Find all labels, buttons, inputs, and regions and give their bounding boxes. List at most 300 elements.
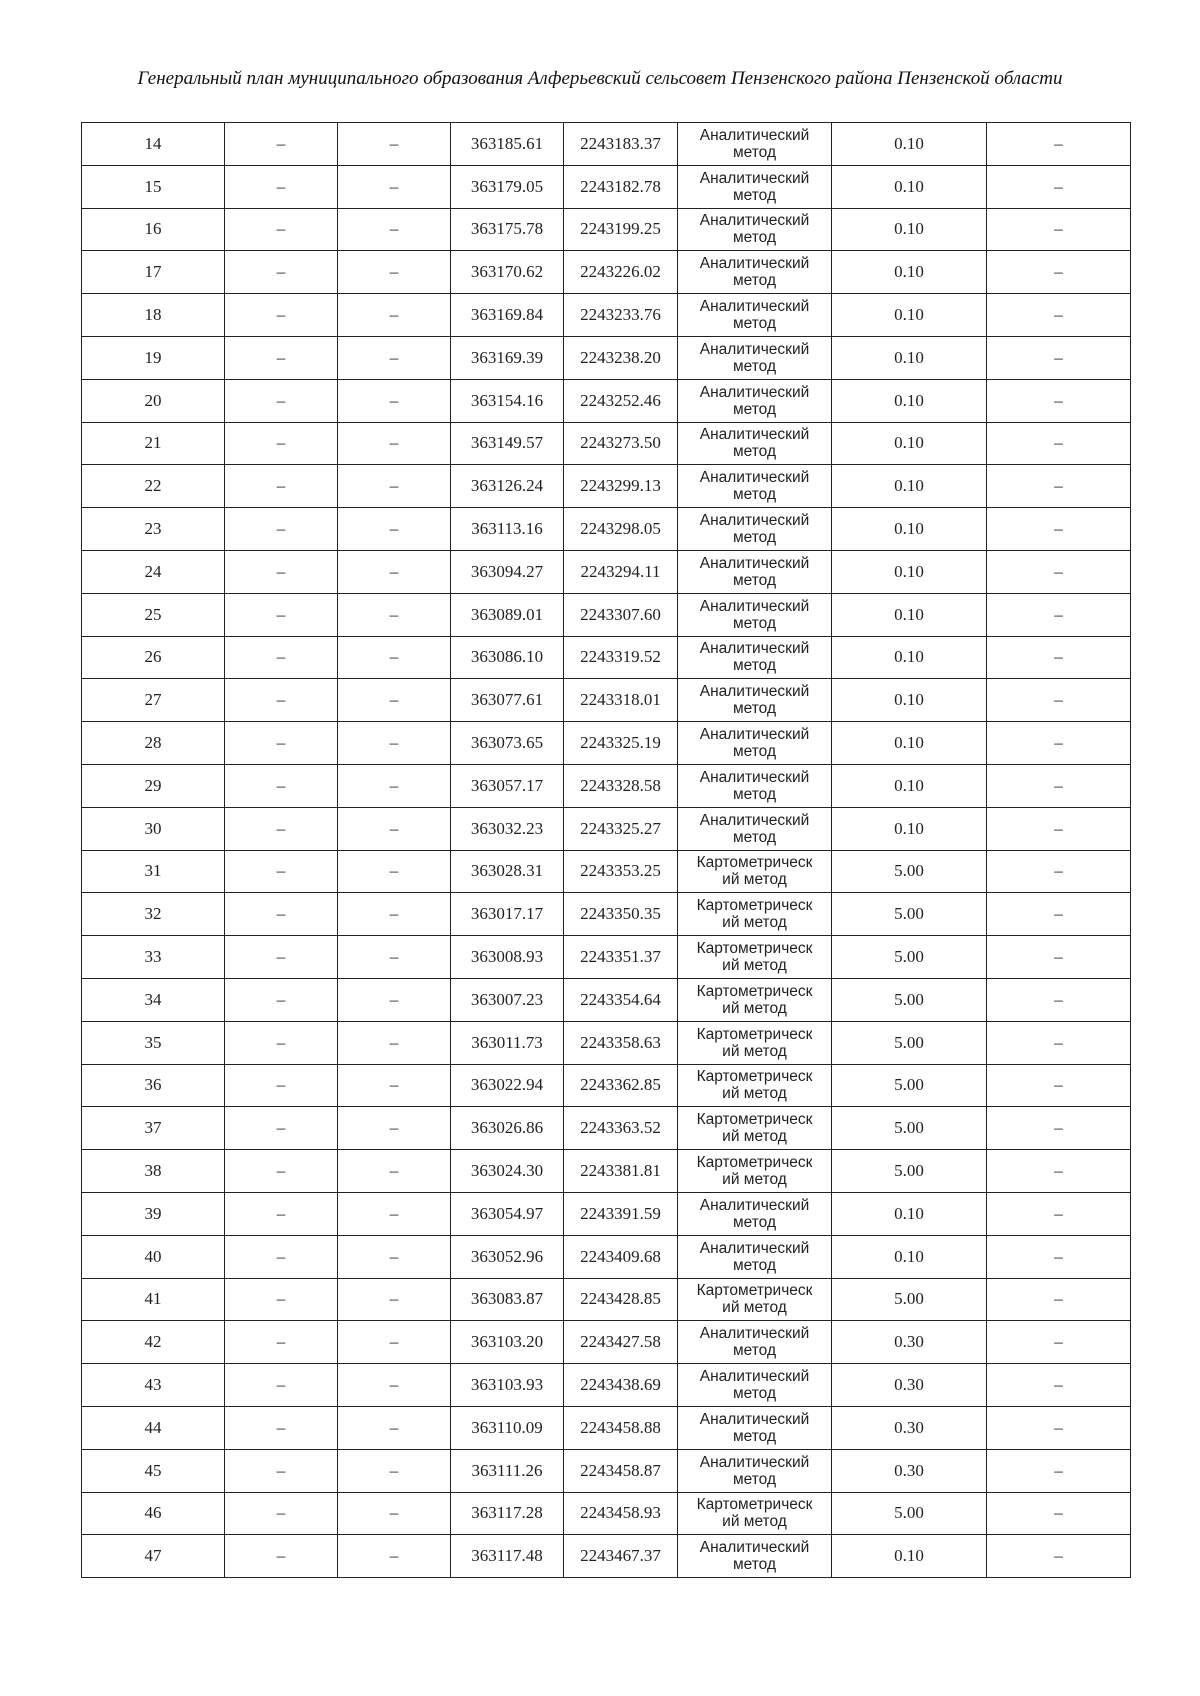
empty-value-cell: – <box>225 465 338 508</box>
table-row <box>82 1021 1131 1064</box>
method-line-2: метод <box>732 486 776 504</box>
empty-value-cell: – <box>987 165 1131 208</box>
coordinate-y-cell: 2243362.85 <box>564 1064 678 1107</box>
empty-value-cell: – <box>338 336 451 379</box>
table-row <box>82 1492 1131 1535</box>
point-number-cell: 30 <box>82 807 225 850</box>
method-cell <box>678 379 832 422</box>
accuracy-cell: 5.00 <box>832 1150 987 1193</box>
method-cell <box>678 679 832 722</box>
empty-value-cell: – <box>987 1107 1131 1150</box>
accuracy-cell: 5.00 <box>832 1492 987 1535</box>
method-line-2: метод <box>732 1342 776 1360</box>
method-cell <box>678 1449 832 1492</box>
empty-value-cell: – <box>338 679 451 722</box>
empty-value-cell: – <box>987 1021 1131 1064</box>
method-cell <box>678 807 832 850</box>
empty-value-cell: – <box>987 978 1131 1021</box>
accuracy-cell: 5.00 <box>832 1107 987 1150</box>
empty-value-cell: – <box>338 807 451 850</box>
table-row <box>82 807 1131 850</box>
coordinate-x-cell: 363026.86 <box>451 1107 564 1150</box>
table-row <box>82 978 1131 1021</box>
empty-value-cell: – <box>338 1449 451 1492</box>
method-line-1: Аналитический <box>699 383 810 401</box>
coordinate-x-cell: 363052.96 <box>451 1235 564 1278</box>
coordinate-x-cell: 363170.62 <box>451 251 564 294</box>
empty-value-cell: – <box>225 251 338 294</box>
coordinate-y-cell: 2243353.25 <box>564 850 678 893</box>
method-line-1: Картометрическ <box>696 1111 813 1129</box>
table-row <box>82 636 1131 679</box>
method-line-1: Картометрическ <box>696 1282 813 1300</box>
coordinate-y-cell: 2243427.58 <box>564 1321 678 1364</box>
empty-value-cell: – <box>338 1278 451 1321</box>
empty-value-cell: – <box>338 764 451 807</box>
table-row <box>82 1406 1131 1449</box>
coordinate-y-cell: 2243351.37 <box>564 936 678 979</box>
method-cell <box>678 1064 832 1107</box>
empty-value-cell: – <box>225 1406 338 1449</box>
point-number-cell: 46 <box>82 1492 225 1535</box>
empty-value-cell: – <box>987 936 1131 979</box>
method-line-1: Картометрическ <box>696 1068 813 1086</box>
method-line-1: Аналитический <box>699 1325 810 1343</box>
coordinate-y-cell: 2243358.63 <box>564 1021 678 1064</box>
point-number-cell: 35 <box>82 1021 225 1064</box>
point-number-cell: 44 <box>82 1406 225 1449</box>
method-line-1: Аналитический <box>699 212 810 230</box>
empty-value-cell: – <box>987 465 1131 508</box>
empty-value-cell: – <box>338 550 451 593</box>
coordinate-y-cell: 2243381.81 <box>564 1150 678 1193</box>
point-number-cell: 34 <box>82 978 225 1021</box>
empty-value-cell: – <box>225 123 338 166</box>
empty-value-cell: – <box>987 807 1131 850</box>
page-header: Генеральный план муниципального образования Алферьевский сельсовет Пензенского района Пензенской области <box>137 68 1063 89</box>
point-number-cell: 18 <box>82 294 225 337</box>
coordinate-x-cell: 363103.93 <box>451 1364 564 1407</box>
empty-value-cell: – <box>987 251 1131 294</box>
table-row <box>82 593 1131 636</box>
table-row <box>82 1364 1131 1407</box>
empty-value-cell: – <box>338 978 451 1021</box>
method-line-2: метод <box>732 1213 776 1231</box>
method-line-1: Аналитический <box>699 512 810 530</box>
method-line-2: ий метод <box>722 871 787 889</box>
coordinate-x-cell: 363113.16 <box>451 508 564 551</box>
empty-value-cell: – <box>338 251 451 294</box>
coordinate-x-cell: 363086.10 <box>451 636 564 679</box>
empty-value-cell: – <box>225 978 338 1021</box>
empty-value-cell: – <box>987 1192 1131 1235</box>
empty-value-cell: – <box>338 1192 451 1235</box>
empty-value-cell: – <box>225 508 338 551</box>
method-cell <box>678 422 832 465</box>
coordinate-y-cell: 2243182.78 <box>564 165 678 208</box>
empty-value-cell: – <box>987 1364 1131 1407</box>
coordinate-y-cell: 2243273.50 <box>564 422 678 465</box>
method-line-2: ий метод <box>722 1085 787 1103</box>
method-cell <box>678 1492 832 1535</box>
empty-value-cell: – <box>987 1449 1131 1492</box>
point-number-cell: 26 <box>82 636 225 679</box>
point-number-cell: 19 <box>82 336 225 379</box>
empty-value-cell: – <box>338 1235 451 1278</box>
method-cell <box>678 550 832 593</box>
table-row <box>82 1064 1131 1107</box>
method-line-1: Аналитический <box>699 1539 810 1557</box>
method-cell <box>678 508 832 551</box>
method-line-1: Картометрическ <box>696 1154 813 1172</box>
accuracy-cell: 0.10 <box>832 465 987 508</box>
accuracy-cell: 0.30 <box>832 1364 987 1407</box>
empty-value-cell: – <box>987 1064 1131 1107</box>
method-line-2: метод <box>732 357 776 375</box>
coordinate-y-cell: 2243226.02 <box>564 251 678 294</box>
method-line-2: метод <box>732 828 776 846</box>
empty-value-cell: – <box>338 636 451 679</box>
accuracy-cell: 0.10 <box>832 636 987 679</box>
coordinate-x-cell: 363008.93 <box>451 936 564 979</box>
empty-value-cell: – <box>987 636 1131 679</box>
coordinate-x-cell: 363089.01 <box>451 593 564 636</box>
method-cell <box>678 1406 832 1449</box>
point-number-cell: 16 <box>82 208 225 251</box>
method-cell <box>678 465 832 508</box>
coordinate-x-cell: 363185.61 <box>451 123 564 166</box>
method-line-1: Аналитический <box>699 768 810 786</box>
coordinate-y-cell: 2243409.68 <box>564 1235 678 1278</box>
coordinate-y-cell: 2243298.05 <box>564 508 678 551</box>
method-line-1: Аналитический <box>699 726 810 744</box>
coordinate-y-cell: 2243238.20 <box>564 336 678 379</box>
empty-value-cell: – <box>225 1064 338 1107</box>
empty-value-cell: – <box>987 379 1131 422</box>
accuracy-cell: 0.10 <box>832 508 987 551</box>
empty-value-cell: – <box>225 593 338 636</box>
empty-value-cell: – <box>987 1235 1131 1278</box>
accuracy-cell: 0.10 <box>832 1535 987 1578</box>
empty-value-cell: – <box>225 165 338 208</box>
coordinate-y-cell: 2243307.60 <box>564 593 678 636</box>
empty-value-cell: – <box>225 208 338 251</box>
coordinates-table <box>81 122 1131 1578</box>
coordinate-x-cell: 363169.84 <box>451 294 564 337</box>
empty-value-cell: – <box>987 1406 1131 1449</box>
accuracy-cell: 0.10 <box>832 807 987 850</box>
method-cell <box>678 1107 832 1150</box>
empty-value-cell: – <box>338 1150 451 1193</box>
method-cell <box>678 1235 832 1278</box>
method-line-2: метод <box>732 186 776 204</box>
empty-value-cell: – <box>225 679 338 722</box>
empty-value-cell: – <box>225 550 338 593</box>
empty-value-cell: – <box>225 1235 338 1278</box>
coordinate-y-cell: 2243391.59 <box>564 1192 678 1235</box>
coordinate-y-cell: 2243354.64 <box>564 978 678 1021</box>
method-cell <box>678 1021 832 1064</box>
point-number-cell: 43 <box>82 1364 225 1407</box>
empty-value-cell: – <box>225 636 338 679</box>
accuracy-cell: 0.10 <box>832 123 987 166</box>
empty-value-cell: – <box>225 1150 338 1193</box>
method-line-1: Картометрическ <box>696 897 813 915</box>
empty-value-cell: – <box>225 1492 338 1535</box>
method-line-1: Аналитический <box>699 640 810 658</box>
empty-value-cell: – <box>338 379 451 422</box>
empty-value-cell: – <box>225 807 338 850</box>
empty-value-cell: – <box>338 1321 451 1364</box>
method-line-2: метод <box>732 657 776 675</box>
empty-value-cell: – <box>225 336 338 379</box>
empty-value-cell: – <box>225 294 338 337</box>
coordinate-y-cell: 2243467.37 <box>564 1535 678 1578</box>
point-number-cell: 20 <box>82 379 225 422</box>
accuracy-cell: 5.00 <box>832 978 987 1021</box>
method-line-2: метод <box>732 614 776 632</box>
empty-value-cell: – <box>338 1107 451 1150</box>
coordinate-y-cell: 2243319.52 <box>564 636 678 679</box>
method-cell <box>678 1364 832 1407</box>
empty-value-cell: – <box>987 208 1131 251</box>
empty-value-cell: – <box>987 294 1131 337</box>
empty-value-cell: – <box>338 1021 451 1064</box>
coordinate-y-cell: 2243199.25 <box>564 208 678 251</box>
method-line-2: ий метод <box>722 1128 787 1146</box>
coordinate-x-cell: 363126.24 <box>451 465 564 508</box>
point-number-cell: 14 <box>82 123 225 166</box>
point-number-cell: 17 <box>82 251 225 294</box>
method-line-1: Аналитический <box>699 298 810 316</box>
method-line-1: Картометрическ <box>696 854 813 872</box>
accuracy-cell: 0.30 <box>832 1406 987 1449</box>
method-cell <box>678 1278 832 1321</box>
method-line-2: ий метод <box>722 1513 787 1531</box>
coordinate-y-cell: 2243294.11 <box>564 550 678 593</box>
method-line-1: Аналитический <box>699 554 810 572</box>
coordinate-x-cell: 363169.39 <box>451 336 564 379</box>
table-row <box>82 208 1131 251</box>
empty-value-cell: – <box>338 123 451 166</box>
coordinate-y-cell: 2243350.35 <box>564 893 678 936</box>
coordinate-x-cell: 363077.61 <box>451 679 564 722</box>
method-cell <box>678 251 832 294</box>
table-row <box>82 550 1131 593</box>
accuracy-cell: 0.10 <box>832 550 987 593</box>
accuracy-cell: 5.00 <box>832 893 987 936</box>
empty-value-cell: – <box>987 123 1131 166</box>
method-cell <box>678 1321 832 1364</box>
coordinate-x-cell: 363007.23 <box>451 978 564 1021</box>
table-row <box>82 123 1131 166</box>
method-line-2: ий метод <box>722 1042 787 1060</box>
empty-value-cell: – <box>987 508 1131 551</box>
method-line-2: метод <box>732 1427 776 1445</box>
empty-value-cell: – <box>987 550 1131 593</box>
empty-value-cell: – <box>225 422 338 465</box>
point-number-cell: 24 <box>82 550 225 593</box>
empty-value-cell: – <box>338 936 451 979</box>
method-cell <box>678 593 832 636</box>
table-row <box>82 764 1131 807</box>
coordinate-y-cell: 2243325.19 <box>564 722 678 765</box>
point-number-cell: 39 <box>82 1192 225 1235</box>
coordinate-x-cell: 363028.31 <box>451 850 564 893</box>
point-number-cell: 25 <box>82 593 225 636</box>
empty-value-cell: – <box>987 593 1131 636</box>
method-line-2: ий метод <box>722 914 787 932</box>
empty-value-cell: – <box>987 764 1131 807</box>
method-line-1: Картометрическ <box>696 1496 813 1514</box>
method-line-2: метод <box>732 143 776 161</box>
coordinate-y-cell: 2243458.93 <box>564 1492 678 1535</box>
empty-value-cell: – <box>225 1192 338 1235</box>
coordinate-y-cell: 2243428.85 <box>564 1278 678 1321</box>
coordinate-x-cell: 363103.20 <box>451 1321 564 1364</box>
method-cell <box>678 1150 832 1193</box>
table-row <box>82 165 1131 208</box>
point-number-cell: 38 <box>82 1150 225 1193</box>
method-cell <box>678 165 832 208</box>
point-number-cell: 23 <box>82 508 225 551</box>
accuracy-cell: 0.10 <box>832 251 987 294</box>
empty-value-cell: – <box>338 850 451 893</box>
empty-value-cell: – <box>987 1535 1131 1578</box>
table-row <box>82 251 1131 294</box>
point-number-cell: 22 <box>82 465 225 508</box>
accuracy-cell: 0.10 <box>832 294 987 337</box>
point-number-cell: 36 <box>82 1064 225 1107</box>
coordinate-x-cell: 363032.23 <box>451 807 564 850</box>
empty-value-cell: – <box>225 764 338 807</box>
coordinate-x-cell: 363110.09 <box>451 1406 564 1449</box>
coordinate-y-cell: 2243252.46 <box>564 379 678 422</box>
method-line-2: ий метод <box>722 1299 787 1317</box>
empty-value-cell: – <box>338 294 451 337</box>
table-row <box>82 722 1131 765</box>
coordinate-x-cell: 363083.87 <box>451 1278 564 1321</box>
table-row <box>82 893 1131 936</box>
point-number-cell: 21 <box>82 422 225 465</box>
method-line-1: Аналитический <box>699 1410 810 1428</box>
table-row <box>82 336 1131 379</box>
method-line-2: метод <box>732 700 776 718</box>
method-cell <box>678 336 832 379</box>
method-line-2: ий метод <box>722 999 787 1017</box>
coordinate-y-cell: 2243299.13 <box>564 465 678 508</box>
accuracy-cell: 5.00 <box>832 850 987 893</box>
accuracy-cell: 0.10 <box>832 722 987 765</box>
method-line-2: метод <box>732 529 776 547</box>
method-line-1: Аналитический <box>699 340 810 358</box>
table-row <box>82 1235 1131 1278</box>
method-line-1: Картометрическ <box>696 940 813 958</box>
table-row <box>82 422 1131 465</box>
method-line-1: Аналитический <box>699 126 810 144</box>
method-cell <box>678 636 832 679</box>
point-number-cell: 42 <box>82 1321 225 1364</box>
empty-value-cell: – <box>338 722 451 765</box>
point-number-cell: 15 <box>82 165 225 208</box>
method-line-2: метод <box>732 1556 776 1574</box>
table-row <box>82 936 1131 979</box>
method-line-1: Аналитический <box>699 469 810 487</box>
accuracy-cell: 0.10 <box>832 1192 987 1235</box>
method-line-2: метод <box>732 315 776 333</box>
coordinate-y-cell: 2243328.58 <box>564 764 678 807</box>
empty-value-cell: – <box>225 722 338 765</box>
point-number-cell: 32 <box>82 893 225 936</box>
method-cell <box>678 722 832 765</box>
accuracy-cell: 5.00 <box>832 1021 987 1064</box>
point-number-cell: 47 <box>82 1535 225 1578</box>
empty-value-cell: – <box>338 422 451 465</box>
method-cell <box>678 294 832 337</box>
coordinate-x-cell: 363054.97 <box>451 1192 564 1235</box>
empty-value-cell: – <box>225 1364 338 1407</box>
method-line-1: Картометрическ <box>696 982 813 1000</box>
coordinate-y-cell: 2243438.69 <box>564 1364 678 1407</box>
empty-value-cell: – <box>338 465 451 508</box>
empty-value-cell: – <box>987 336 1131 379</box>
method-line-2: ий метод <box>722 957 787 975</box>
empty-value-cell: – <box>225 850 338 893</box>
empty-value-cell: – <box>338 1406 451 1449</box>
coordinate-x-cell: 363057.17 <box>451 764 564 807</box>
coordinate-x-cell: 363175.78 <box>451 208 564 251</box>
accuracy-cell: 5.00 <box>832 936 987 979</box>
empty-value-cell: – <box>338 1064 451 1107</box>
accuracy-cell: 0.10 <box>832 422 987 465</box>
method-line-2: метод <box>732 272 776 290</box>
empty-value-cell: – <box>338 165 451 208</box>
coordinate-x-cell: 363117.48 <box>451 1535 564 1578</box>
accuracy-cell: 0.10 <box>832 593 987 636</box>
coordinate-x-cell: 363117.28 <box>451 1492 564 1535</box>
coordinate-y-cell: 2243363.52 <box>564 1107 678 1150</box>
point-number-cell: 40 <box>82 1235 225 1278</box>
coordinate-x-cell: 363179.05 <box>451 165 564 208</box>
coordinate-y-cell: 2243325.27 <box>564 807 678 850</box>
empty-value-cell: – <box>987 1321 1131 1364</box>
accuracy-cell: 0.10 <box>832 379 987 422</box>
empty-value-cell: – <box>338 893 451 936</box>
accuracy-cell: 0.10 <box>832 165 987 208</box>
empty-value-cell: – <box>338 508 451 551</box>
coordinate-x-cell: 363111.26 <box>451 1449 564 1492</box>
coordinate-y-cell: 2243458.87 <box>564 1449 678 1492</box>
point-number-cell: 29 <box>82 764 225 807</box>
point-number-cell: 33 <box>82 936 225 979</box>
method-line-2: метод <box>732 400 776 418</box>
coordinate-x-cell: 363094.27 <box>451 550 564 593</box>
method-cell <box>678 123 832 166</box>
method-line-1: Аналитический <box>699 1239 810 1257</box>
accuracy-cell: 0.10 <box>832 1235 987 1278</box>
empty-value-cell: – <box>338 1492 451 1535</box>
coordinate-x-cell: 363149.57 <box>451 422 564 465</box>
method-line-1: Аналитический <box>699 1368 810 1385</box>
empty-value-cell: – <box>987 850 1131 893</box>
empty-value-cell: – <box>987 422 1131 465</box>
empty-value-cell: – <box>225 1449 338 1492</box>
empty-value-cell: – <box>225 1321 338 1364</box>
empty-value-cell: – <box>225 893 338 936</box>
point-number-cell: 45 <box>82 1449 225 1492</box>
method-line-1: Аналитический <box>699 597 810 615</box>
accuracy-cell: 0.10 <box>832 336 987 379</box>
